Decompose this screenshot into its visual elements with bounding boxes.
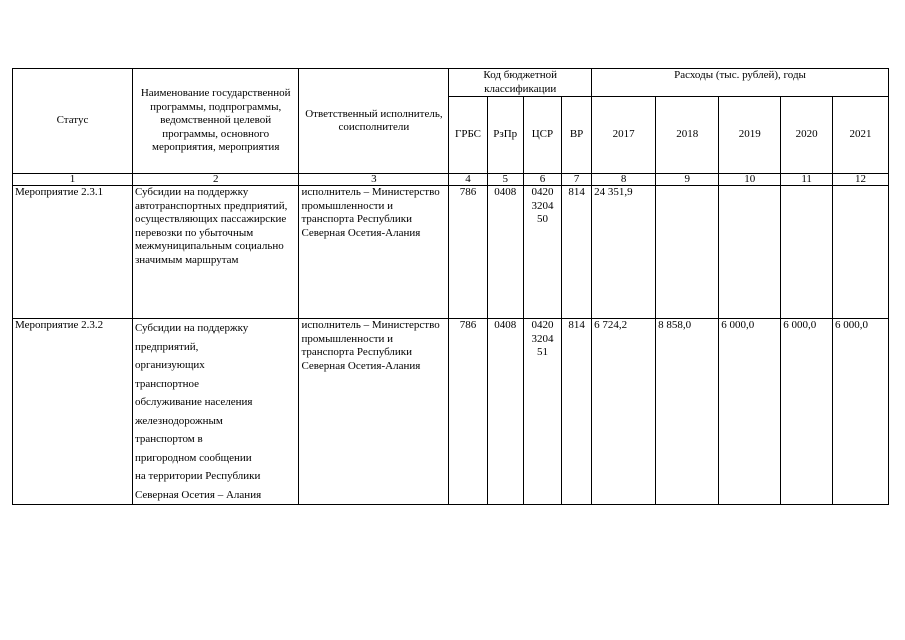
header-row-1	[13, 69, 889, 97]
row-value-2021: 6 000,0	[833, 319, 889, 505]
row-vr: 814	[562, 319, 592, 505]
column-number: 8	[592, 174, 656, 186]
row-responsible: исполнитель – Министерство промышленности и транспорта Республики Северная Осетия-Алания	[299, 319, 449, 505]
row-vr: 814	[562, 186, 592, 319]
row-responsible: исполнитель – Министерство промышленности и транспорта Республики Северная Осетия-Алания	[299, 186, 449, 319]
expenses-table	[12, 68, 889, 505]
column-number-row	[13, 174, 889, 186]
name-line: предприятий,	[134, 340, 199, 353]
row-value-2021	[833, 186, 889, 319]
csr-part: 0420	[531, 186, 554, 198]
table-row	[13, 186, 889, 319]
csr-part: 50	[536, 213, 548, 225]
row-value-2020: 6 000,0	[781, 319, 833, 505]
row-name	[132, 319, 298, 505]
header-year-2019: 2019	[719, 97, 781, 174]
header-year-2017: 2017	[592, 97, 656, 174]
csr-part: 0420	[531, 319, 554, 331]
row-value-2019: 6 000,0	[719, 319, 781, 505]
header-year-2018: 2018	[656, 97, 719, 174]
name-line: Субсидии на поддержку	[134, 322, 249, 334]
row-value-2017: 24 351,9	[592, 186, 656, 319]
csr-part: 3204	[531, 199, 554, 212]
name-line: организующих	[134, 359, 205, 371]
name-line: пригородном сообщении	[134, 451, 252, 464]
row-csr	[523, 186, 561, 319]
row-rzpr: 0408	[487, 186, 523, 319]
header-grbs: ГРБС	[449, 97, 487, 174]
column-number: 10	[719, 174, 781, 186]
column-number: 11	[781, 174, 833, 186]
row-value-2018: 8 858,0	[656, 319, 719, 505]
header-name: Наименование государственной программы, подпрограммы, ведомственной целевой программы, основного мероприятия, мероприятия	[132, 69, 298, 174]
column-number: 7	[562, 174, 592, 186]
header-year-2020: 2020	[781, 97, 833, 174]
row-value-2018	[656, 186, 719, 319]
name-line: транспортное	[134, 377, 199, 390]
row-value-2017: 6 724,2	[592, 319, 656, 505]
header-expenses: Расходы (тыс. рублей), годы	[592, 69, 889, 97]
header-csr: ЦСР	[523, 97, 561, 174]
table-row	[13, 319, 889, 505]
column-number: 3	[299, 174, 449, 186]
row-grbs: 786	[449, 319, 487, 505]
column-number: 5	[487, 174, 523, 186]
header-year-2021: 2021	[833, 97, 889, 174]
header-status: Статус	[13, 69, 133, 174]
name-line: транспортом в	[134, 433, 203, 445]
column-number: 1	[13, 174, 133, 186]
row-rzpr: 0408	[487, 319, 523, 505]
column-number: 2	[132, 174, 298, 186]
csr-part: 51	[536, 346, 548, 358]
header-responsible: Ответственный исполнитель, соисполнители	[299, 69, 449, 174]
row-value-2019	[719, 186, 781, 319]
column-number: 4	[449, 174, 487, 186]
name-line: железнодорожным	[134, 414, 223, 427]
column-number: 9	[656, 174, 719, 186]
row-value-2020	[781, 186, 833, 319]
row-status: Мероприятие 2.3.1	[13, 186, 133, 319]
row-grbs: 786	[449, 186, 487, 319]
row-csr	[523, 319, 561, 505]
name-line: на территории Республики	[134, 470, 261, 482]
name-line: Северная Осетия – Алания	[134, 488, 262, 501]
name-line: обслуживание населения	[134, 396, 253, 408]
csr-part: 3204	[531, 332, 554, 345]
column-number: 6	[523, 174, 561, 186]
row-status: Мероприятие 2.3.2	[13, 319, 133, 505]
header-vr: ВР	[562, 97, 592, 174]
column-number: 12	[833, 174, 889, 186]
header-budget-code: Код бюджетной классификации	[449, 69, 592, 97]
header-rzpr: РзПр	[487, 97, 523, 174]
row-name: Субсидии на поддержку автотранспортных предприятий, осуществляющих пассажирские перевозки по убыточным межмуниципальным социально значимым маршрутам	[132, 186, 298, 319]
